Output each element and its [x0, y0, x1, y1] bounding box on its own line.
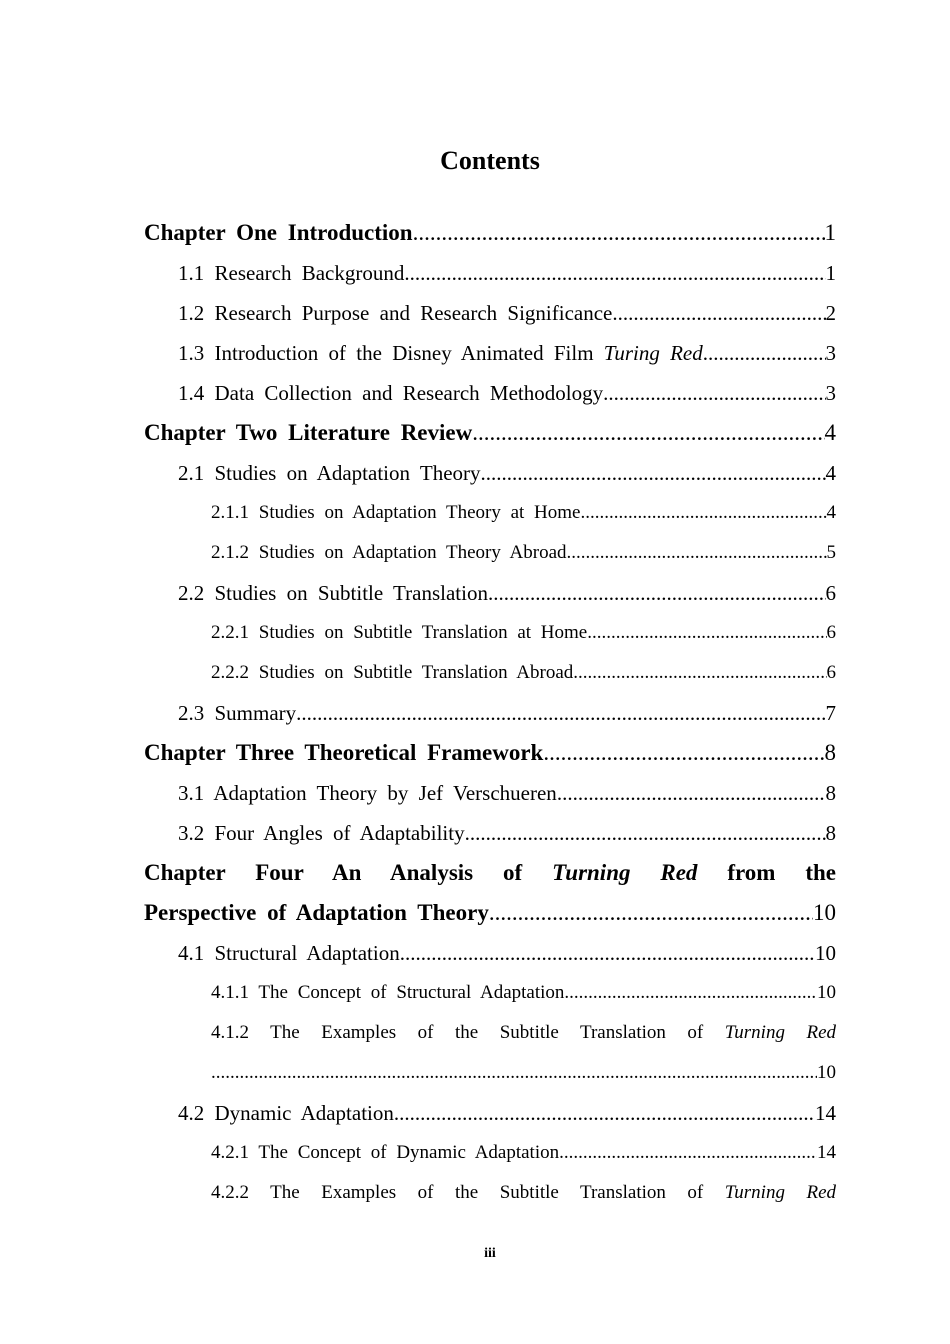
toc-entry[interactable]	[144, 253, 836, 293]
page-number-ref: 4	[825, 461, 836, 485]
entry-title	[211, 533, 567, 573]
toc-entry[interactable]	[144, 1133, 836, 1173]
entry-text: 1.2 Research Purpose and Research Significance	[178, 301, 613, 325]
dot-leader	[703, 333, 826, 373]
toc-entry[interactable]	[144, 573, 836, 613]
entry-text: 3.1 Adaptation Theory by Jef Verschueren	[178, 781, 557, 805]
entry-title	[144, 893, 489, 933]
entry-text: 2.1 Studies on Adaptation Theory	[178, 461, 481, 485]
entry-text: Chapter One Introduction	[144, 220, 413, 245]
toc-entry-continuation[interactable]	[144, 893, 836, 933]
dot-leader	[472, 413, 824, 453]
entry-text: 3.2 Four Angles of Adaptability	[178, 821, 465, 845]
toc-entry[interactable]	[144, 333, 836, 373]
page-number-ref: 5	[826, 542, 836, 563]
toc-entry[interactable]	[144, 613, 836, 653]
entry-title-line	[144, 853, 836, 893]
entry-title	[178, 453, 481, 493]
entry-text: 2.3 Summary	[178, 701, 297, 725]
page-number-ref: 7	[825, 701, 836, 725]
table-of-contents	[144, 213, 836, 1213]
entry-title	[144, 213, 413, 253]
dot-leader	[564, 973, 817, 1013]
entry-text: Chapter Three Theoretical Framework	[144, 740, 544, 765]
toc-entry[interactable]	[144, 733, 836, 773]
dot-leader	[481, 453, 826, 493]
page-number-ref: 8	[825, 781, 836, 805]
page-number-ref: 14	[815, 1101, 836, 1125]
entry-text: 2.2 Studies on Subtitle Translation	[178, 581, 488, 605]
toc-entry[interactable]	[144, 933, 836, 973]
entry-title	[178, 693, 296, 733]
page-number-ref: 10	[817, 982, 836, 1003]
entry-title	[178, 293, 612, 333]
toc-entry[interactable]	[144, 1093, 836, 1133]
entry-title	[144, 413, 472, 453]
dot-leader	[581, 493, 827, 533]
toc-entry[interactable]	[144, 213, 836, 253]
entry-text: 2.2.2 Studies on Subtitle Translation Abroad	[211, 662, 574, 683]
dot-leader	[465, 813, 826, 853]
entry-text: Chapter Four An Analysis of	[144, 860, 553, 885]
entry-title	[178, 813, 465, 853]
entry-text: 4.2 Dynamic Adaptation	[178, 1101, 394, 1125]
entry-title-line	[211, 1173, 836, 1213]
dot-leader	[567, 533, 827, 573]
toc-entry[interactable]	[144, 293, 836, 333]
page-number-ref: 3	[825, 341, 836, 365]
page-number-ref: 10	[815, 941, 836, 965]
dot-leader	[489, 893, 813, 933]
dot-leader	[400, 933, 815, 973]
entry-title	[211, 493, 581, 533]
toc-entry[interactable]	[144, 813, 836, 853]
entry-title	[211, 653, 573, 693]
film-title: Turning Red	[724, 1022, 836, 1043]
page-number-ref: 4	[824, 420, 836, 445]
entry-text: Chapter Two Literature Review	[144, 420, 473, 445]
entry-title	[178, 573, 488, 613]
page-number-ref: 6	[825, 581, 836, 605]
toc-entry[interactable]	[144, 373, 836, 413]
entry-text: 2.1.1 Studies on Adaptation Theory at Home	[211, 502, 581, 523]
toc-entry[interactable]	[144, 493, 836, 533]
page-number-ref: 8	[824, 740, 836, 765]
toc-entry[interactable]	[144, 693, 836, 733]
dot-leader	[543, 733, 824, 773]
entry-title	[178, 1093, 394, 1133]
entry-text: 4.2.2 The Examples of the Subtitle Translation of	[211, 1182, 725, 1203]
toc-entry[interactable]	[144, 413, 836, 453]
toc-entry[interactable]	[144, 533, 836, 573]
toc-entry[interactable]	[144, 1173, 836, 1213]
toc-entry[interactable]	[144, 453, 836, 493]
entry-text: 1.1 Research Background	[178, 261, 405, 285]
entry-text: 1.3 Introduction of the Disney Animated Film	[178, 341, 604, 365]
toc-entry[interactable]	[144, 653, 836, 693]
page-number: iii	[484, 1246, 496, 1261]
toc-entry[interactable]	[144, 973, 836, 1013]
dot-leader	[394, 1093, 815, 1133]
page-number-ref: 3	[825, 381, 836, 405]
dot-leader	[603, 373, 825, 413]
entry-text: from the	[697, 860, 836, 885]
toc-entry-continuation[interactable]	[144, 1053, 836, 1093]
entry-title-line	[211, 1013, 836, 1053]
contents-heading: Contents	[440, 146, 540, 175]
entry-title	[178, 373, 603, 413]
dot-leader	[296, 693, 825, 733]
entry-text: 4.1.2 The Examples of the Subtitle Translation of	[211, 1022, 725, 1043]
page-number-ref: 1	[824, 220, 836, 245]
entry-text: 2.1.2 Studies on Adaptation Theory Abroad	[211, 542, 567, 563]
dot-leader	[413, 213, 825, 253]
dot-leader	[573, 653, 826, 693]
entry-text: 1.4 Data Collection and Research Methodology	[178, 381, 604, 405]
toc-entry[interactable]	[144, 853, 836, 893]
entry-text: 2.2.1 Studies on Subtitle Translation at Home	[211, 622, 588, 643]
page-number-ref: 4	[826, 502, 836, 523]
page-number-ref: 14	[817, 1142, 836, 1163]
dot-leader	[557, 773, 826, 813]
toc-entry[interactable]	[144, 1013, 836, 1053]
dot-leader	[404, 253, 825, 293]
entry-title	[178, 333, 703, 373]
film-title: Turning Red	[724, 1182, 836, 1203]
page-number-ref: 6	[826, 622, 836, 643]
page-number-ref: 10	[813, 900, 836, 925]
film-title: Turning Red	[552, 860, 698, 885]
entry-text: 4.2.1 The Concept of Dynamic Adaptation	[211, 1142, 560, 1163]
page-number-ref: 1	[825, 261, 836, 285]
dot-leader	[587, 613, 826, 653]
entry-title	[178, 773, 557, 813]
entry-text: Perspective of Adaptation Theory	[144, 900, 489, 925]
page-number-ref: 6	[826, 662, 836, 683]
entry-text: 4.1 Structural Adaptation	[178, 941, 400, 965]
entry-title	[178, 253, 404, 293]
entry-text: 4.1.1 The Concept of Structural Adaptation	[211, 982, 565, 1003]
entry-title	[178, 933, 400, 973]
dot-leader	[211, 1053, 817, 1093]
page-number-ref: 10	[817, 1062, 836, 1083]
entry-title	[211, 613, 587, 653]
entry-title	[211, 973, 564, 1013]
page-number-ref: 8	[825, 821, 836, 845]
film-title: Turing Red	[603, 341, 703, 365]
entry-title	[144, 733, 543, 773]
page-number-ref: 2	[825, 301, 836, 325]
dot-leader	[488, 573, 826, 613]
dot-leader	[559, 1133, 817, 1173]
dot-leader	[612, 293, 825, 333]
toc-entry[interactable]	[144, 773, 836, 813]
entry-title	[211, 1133, 559, 1173]
